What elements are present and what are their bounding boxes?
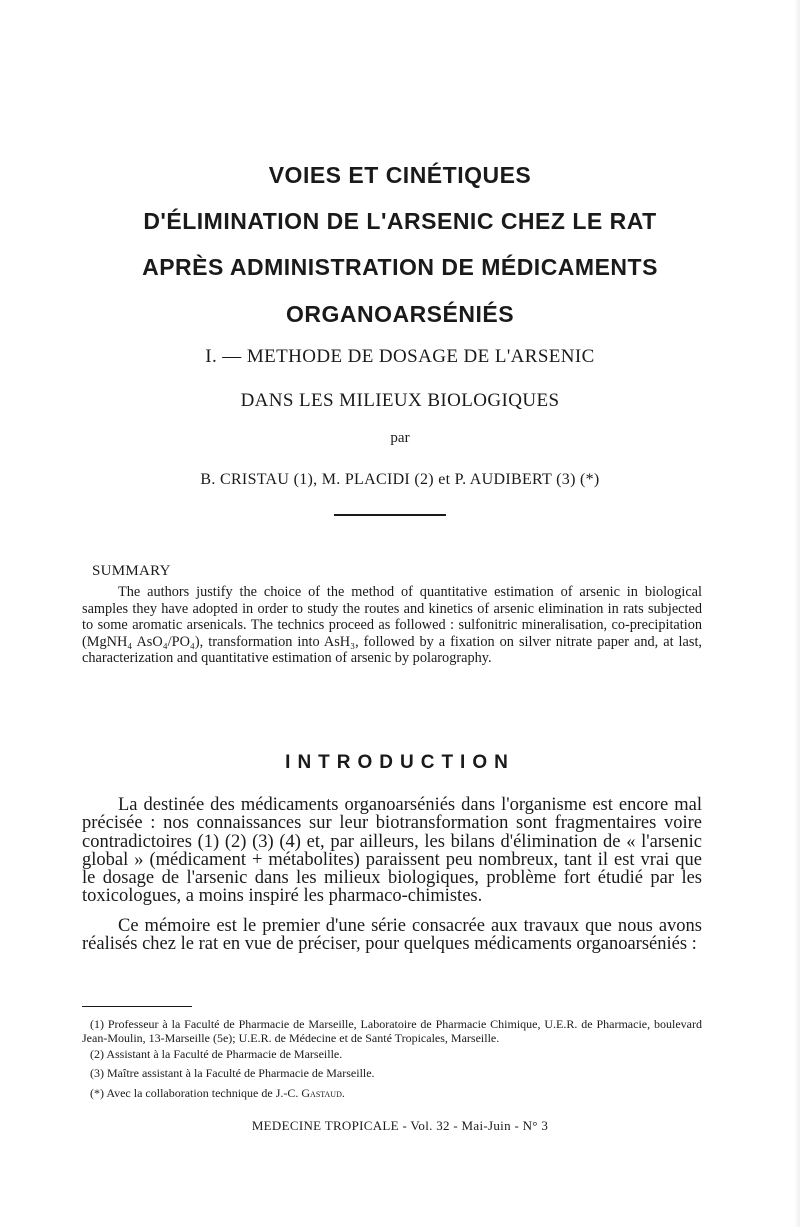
article-title-line-1: VOIES ET CINÉTIQUES <box>268 162 532 188</box>
article-subtitle-line-2: DANS LES MILIEUX BIOLOGIQUES <box>240 390 560 411</box>
summary-heading: SUMMARY <box>92 563 171 579</box>
introduction-paragraph-1: La destinée des médicaments organoarséniés dans l'organisme est encore mal précisée : nos connaissances sur leur biotransformation sont fragmentaires voire contradictoires (1) (2) (3) (4) et, par ailleurs, les bilans d'élimination de « l'arsenic global » (médicament + métabolites) paraissent peu nombreux, tant il est vrai que le dosage de l'arsenic dans les milieux biologiques, problème fort étudié par les toxicologues, a moins inspiré les pharmaco-chimistes. <box>82 795 702 907</box>
footnote-4 <box>90 1086 690 1100</box>
title-divider <box>334 514 446 516</box>
footnote-3: (3) Maître assistant à la Faculté de Pharmacie de Marseille. <box>90 1066 375 1080</box>
footnote-4-text: (*) Avec la collaboration technique de J.-C. <box>90 1086 302 1100</box>
journal-footer: MEDECINE TROPICALE - Vol. 32 - Mai-Juin - N° 3 <box>251 1118 549 1133</box>
footnote-divider <box>82 1006 192 1007</box>
footnote-2: (2) Assistant à la Faculté de Pharmacie de Marseille. <box>90 1047 343 1061</box>
summary-paragraph: The authors justify the choice of the method of quantitative estimation of arsenic in biological samples they have adopted in order to study the routes and kinetics of arsenic elimination in rats subjected to some aromatic arsenicals. The technics proceed as followed : sulfonitric mineralisation, co-precipitation (MgNH₄ AsO₄/PO₄), transformation into AsH₃, followed by a fixation on silver nitrate paper and, at last, characterization and quantitative estimation of arsenic by polarography. <box>82 584 702 666</box>
article-title-line-4: ORGANOARSÉNIÉS <box>285 301 515 327</box>
introduction-paragraph-2: Ce mémoire est le premier d'une série consacrée aux travaux que nous avons réalisés chez le rat en vue de préciser, pour quelques médicaments organoarséniés : <box>82 916 702 955</box>
article-title-line-2: D'ÉLIMINATION DE L'ARSENIC CHEZ LE RAT <box>143 208 657 234</box>
byline-par: par <box>390 430 410 446</box>
page-edge-shadow <box>794 0 800 1227</box>
introduction-heading: INTRODUCTION <box>285 752 515 773</box>
footnote-4-name: Gastaud. <box>301 1086 345 1100</box>
author-list: B. CRISTAU (1), M. PLACIDI (2) et P. AUDIBERT (3) (*) <box>200 471 600 488</box>
footnote-1: (1) Professeur à la Faculté de Pharmacie de Marseille, Laboratoire de Pharmacie Chimique, U.E.R. de Pharmacie, boulevard Jean-Moulin, 13-Marseille (5e); U.E.R. de Médecine et de Santé Tropicales, Marseille. <box>82 1017 702 1045</box>
article-subtitle-line-1: I. — METHODE DE DOSAGE DE L'ARSENIC <box>205 346 595 367</box>
article-title-line-3: APRÈS ADMINISTRATION DE MÉDICAMENTS <box>142 254 658 280</box>
